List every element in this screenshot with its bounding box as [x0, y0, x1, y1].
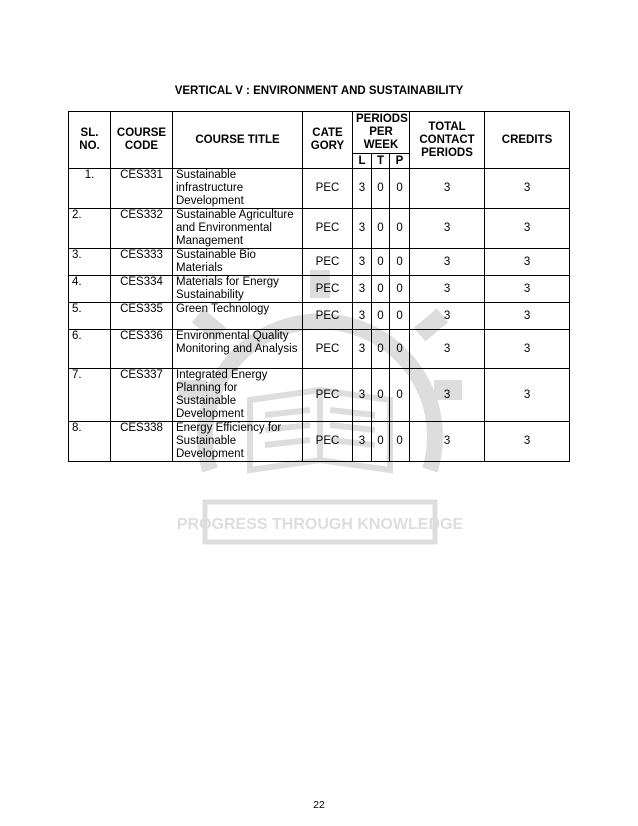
cell-sl: 5. [69, 303, 111, 330]
cell-total: 3 [410, 276, 485, 303]
cell-code: CES335 [111, 303, 173, 330]
cell-l: 3 [353, 303, 372, 330]
table-row [69, 249, 570, 276]
header-t: T [372, 154, 390, 169]
cell-t: 0 [372, 249, 390, 276]
header-total-contact-periods: TOTAL CONTACT PERIODS [410, 112, 485, 169]
cell-sl: 6. [69, 330, 111, 369]
cell-sl: 8. [69, 422, 111, 462]
cell-credits: 3 [485, 330, 570, 369]
cell-t: 0 [372, 303, 390, 330]
cell-l: 3 [353, 422, 372, 462]
cell-code: CES337 [111, 369, 173, 422]
cell-code: CES334 [111, 276, 173, 303]
cell-t: 0 [372, 209, 390, 249]
cell-sl: 2. [69, 209, 111, 249]
cell-t: 0 [372, 369, 390, 422]
cell-credits: 3 [485, 209, 570, 249]
cell-category: PEC [303, 369, 353, 422]
cell-credits: 3 [485, 422, 570, 462]
cell-total: 3 [410, 249, 485, 276]
table-row [69, 330, 570, 369]
table-row [69, 303, 570, 330]
cell-p: 0 [390, 330, 410, 369]
page-number: 22 [313, 799, 325, 811]
cell-credits: 3 [485, 276, 570, 303]
header-p: P [390, 154, 410, 169]
cell-total: 3 [410, 369, 485, 422]
header-l: L [353, 154, 372, 169]
cell-t: 0 [372, 169, 390, 209]
cell-credits: 3 [485, 303, 570, 330]
cell-title: Materials for Energy Sustainability [173, 276, 303, 303]
cell-code: CES336 [111, 330, 173, 369]
cell-l: 3 [353, 369, 372, 422]
cell-category: PEC [303, 422, 353, 462]
header-course-title: COURSE TITLE [173, 112, 303, 169]
cell-p: 0 [390, 422, 410, 462]
cell-p: 0 [390, 209, 410, 249]
cell-code: CES338 [111, 422, 173, 462]
table-row [69, 276, 570, 303]
cell-t: 0 [372, 330, 390, 369]
cell-title: Sustainable Bio Materials [173, 249, 303, 276]
cell-code: CES332 [111, 209, 173, 249]
cell-p: 0 [390, 303, 410, 330]
cell-category: PEC [303, 169, 353, 209]
cell-sl: 3. [69, 249, 111, 276]
cell-credits: 3 [485, 369, 570, 422]
cell-sl: 4. [69, 276, 111, 303]
cell-l: 3 [353, 169, 372, 209]
table-row [69, 369, 570, 422]
cell-code: CES333 [111, 249, 173, 276]
header-credits: CREDITS [485, 112, 570, 169]
cell-category: PEC [303, 209, 353, 249]
cell-t: 0 [372, 422, 390, 462]
cell-category: PEC [303, 249, 353, 276]
cell-title: Energy Efficiency for Sustainable Development [173, 422, 303, 462]
course-table [68, 111, 570, 462]
cell-sl: 7. [69, 369, 111, 422]
cell-category: PEC [303, 330, 353, 369]
cell-title: Sustainable Agriculture and Environmental Management [173, 209, 303, 249]
cell-l: 3 [353, 276, 372, 303]
header-course-code: COURSE CODE [111, 112, 173, 169]
watermark-motto: PROGRESS THROUGH KNOWLEDGE [176, 516, 464, 533]
cell-total: 3 [410, 209, 485, 249]
header-category: CATE GORY [303, 112, 353, 169]
cell-total: 3 [410, 303, 485, 330]
header-periods-per-week: PERIODS PER WEEK [353, 112, 410, 154]
cell-t: 0 [372, 276, 390, 303]
cell-total: 3 [410, 169, 485, 209]
page-title: VERTICAL V : ENVIRONMENT AND SUSTAINABILITY [174, 85, 464, 97]
cell-credits: 3 [485, 249, 570, 276]
cell-title: Environmental Quality Monitoring and Analysis [173, 330, 303, 369]
cell-total: 3 [410, 330, 485, 369]
cell-p: 0 [390, 276, 410, 303]
cell-title: Integrated Energy Planning for Sustainable Development [173, 369, 303, 422]
table-row [69, 169, 570, 209]
cell-l: 3 [353, 330, 372, 369]
cell-title: Green Technology [173, 303, 303, 330]
cell-category: PEC [303, 276, 353, 303]
cell-total: 3 [410, 422, 485, 462]
cell-category: PEC [303, 303, 353, 330]
cell-p: 0 [390, 169, 410, 209]
cell-p: 0 [390, 249, 410, 276]
cell-credits: 3 [485, 169, 570, 209]
cell-l: 3 [353, 209, 372, 249]
cell-p: 0 [390, 369, 410, 422]
cell-sl: 1. [69, 169, 111, 209]
header-sl-no: SL. NO. [69, 112, 111, 169]
cell-title: Sustainable infrastructure Development [173, 169, 303, 209]
table-row [69, 209, 570, 249]
cell-code: CES331 [111, 169, 173, 209]
table-row [69, 422, 570, 462]
cell-l: 3 [353, 249, 372, 276]
